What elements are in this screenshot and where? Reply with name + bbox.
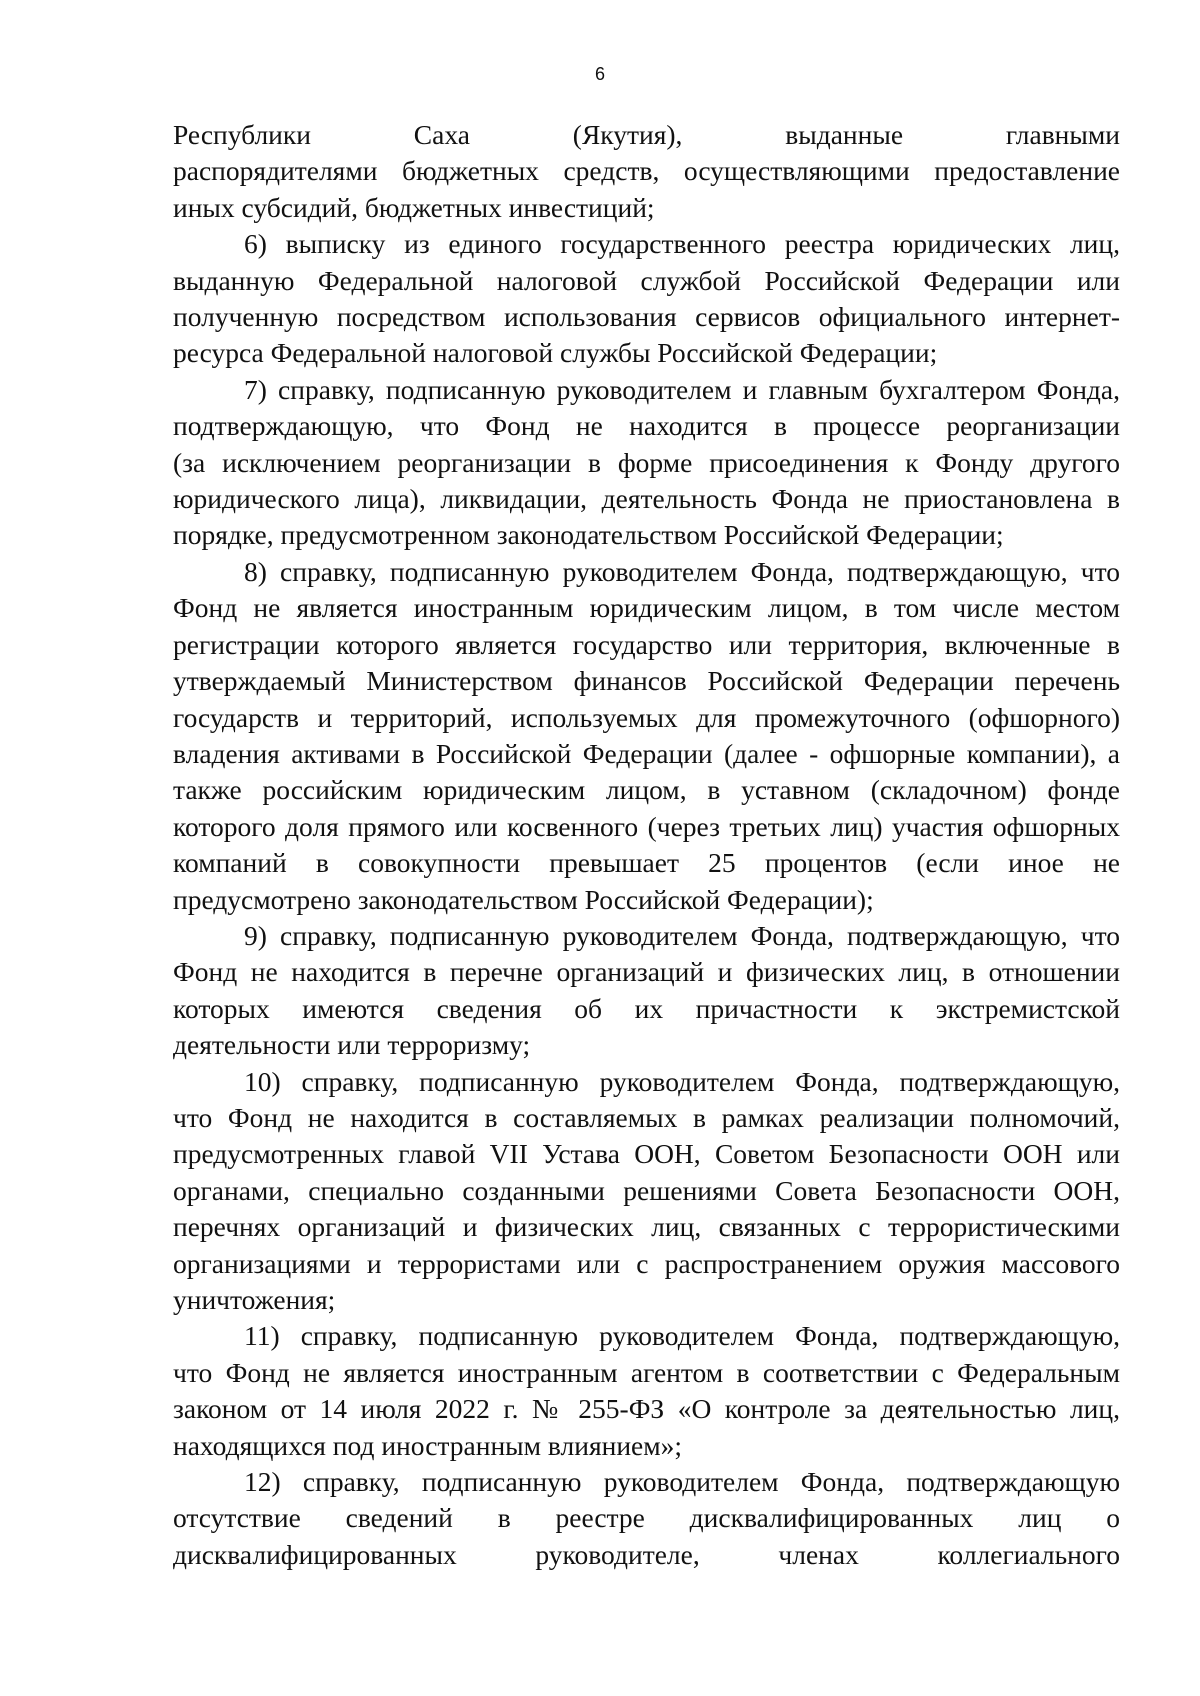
- text-line: регистрации которого является государство или территория, включенные в: [173, 628, 1120, 660]
- text-line: 9) справку, подписанную руководителем Фонда, подтверждающую, что: [244, 919, 1120, 951]
- text-line: организациями и террористами или с распространением оружия массового: [173, 1247, 1120, 1279]
- text-line: полученную посредством использования сервисов официального интернет-: [173, 301, 1120, 333]
- text-line: которых имеются сведения об их причастности к экстремистской: [173, 992, 1120, 1024]
- text-line: порядке, предусмотренном законодательством Российской Федерации;: [173, 519, 1004, 551]
- text-line: деятельности или терроризму;: [173, 1029, 531, 1061]
- text-line: выданную Федеральной налоговой службой Российской Федерации или: [173, 264, 1120, 296]
- text-line: 11) справку, подписанную руководителем Фонда, подтверждающую,: [244, 1320, 1120, 1352]
- text-line: юридического лица), ликвидации, деятельность Фонда не приостановлена в: [173, 483, 1120, 515]
- text-line: законом от 14 июля 2022 г. № 255-ФЗ «О контроле за деятельностью лиц,: [173, 1393, 1120, 1425]
- text-line: утверждаемый Министерством финансов Российской Федерации перечень: [173, 665, 1120, 697]
- text-line: что Фонд не находится в составляемых в рамках реализации полномочий,: [173, 1101, 1120, 1133]
- text-line: 10) справку, подписанную руководителем Фонда, подтверждающую,: [244, 1065, 1120, 1097]
- text-line: Фонд не является иностранным юридическим лицом, в том числе местом: [173, 592, 1120, 624]
- text-line: которого доля прямого или косвенного (через третьих лиц) участия офшорных: [173, 810, 1120, 842]
- text-line: что Фонд не является иностранным агентом в соответствии с Федеральным: [173, 1356, 1120, 1388]
- text-line: (за исключением реорганизации в форме присоединения к Фонду другого: [173, 446, 1120, 478]
- text-line: органами, специально созданными решениями Совета Безопасности ООН,: [173, 1174, 1120, 1206]
- text-line: распорядителями бюджетных средств, осуществляющими предоставление: [173, 155, 1120, 187]
- text-line: перечнях организаций и физических лиц, связанных с террористическими: [173, 1211, 1120, 1243]
- text-line: подтверждающую, что Фонд не находится в процессе реорганизации: [173, 410, 1120, 442]
- text-line: 8) справку, подписанную руководителем Фонда, подтверждающую, что: [244, 555, 1120, 587]
- text-line: также российским юридическим лицом, в уставном (складочном) фонде: [173, 774, 1120, 806]
- text-line: отсутствие сведений в реестре дисквалифицированных лиц о: [173, 1502, 1120, 1534]
- text-line: владения активами в Российской Федерации (далее - офшорные компании), а: [173, 737, 1120, 769]
- text-line: находящихся под иностранным влиянием»;: [173, 1429, 683, 1461]
- text-line: ресурса Федеральной налоговой службы Российской Федерации;: [173, 337, 938, 369]
- text-line: уничтожения;: [173, 1284, 336, 1315]
- text-line: государств и территорий, используемых для промежуточного (офшорного): [173, 701, 1120, 733]
- text-line: дисквалифицированных руководителе, членах коллегиального: [173, 1538, 1120, 1570]
- text-line: иных субсидий, бюджетных инвестиций;: [173, 191, 655, 223]
- text-line: предусмотрено законодательством Российской Федерации);: [173, 883, 874, 915]
- text-line: 12) справку, подписанную руководителем Фонда, подтверждающую: [244, 1466, 1120, 1498]
- text-line: компаний в совокупности превышает 25 процентов (если иное не: [173, 847, 1120, 879]
- text-line: 6) выписку из единого государственного реестра юридических лиц,: [244, 228, 1120, 260]
- text-line: 7) справку, подписанную руководителем и главным бухгалтером Фонда,: [244, 373, 1120, 405]
- text-line: Фонд не находится в перечне организаций и физических лиц, в отношении: [173, 956, 1120, 988]
- page-number: 6: [594, 64, 605, 84]
- text-line: предусмотренных главой VII Устава ООН, Советом Безопасности ООН или: [173, 1138, 1120, 1170]
- text-line: Республики Саха (Якутия), выданные главными: [173, 119, 1120, 150]
- document-body: [173, 117, 1120, 1573]
